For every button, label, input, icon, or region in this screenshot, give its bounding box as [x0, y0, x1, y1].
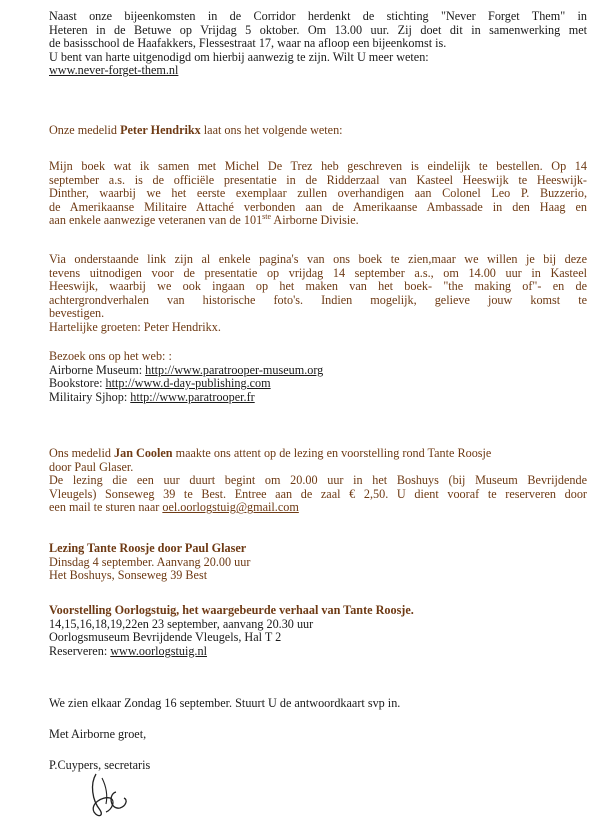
text-line: aan enkele aanwezige veteranen van de 101ste Airborne Divisie. [49, 212, 359, 228]
lecture-details [49, 542, 587, 583]
paragraph-jan-coolen [49, 447, 587, 515]
handwritten-signature [86, 770, 142, 820]
airborne-museum-link[interactable]: http://www.paratrooper-museum.org [145, 362, 324, 377]
text-line: Onze medelid Peter Hendrikx laat ons het volgende weten: [49, 123, 343, 137]
performance-title: Voorstelling Oorlogstuig, het waargebeurde verhaal van Tante Roosje. [49, 603, 414, 617]
bookstore-link[interactable]: http://www.d-day-publishing.com [105, 376, 271, 391]
text-line: achtergrondverhalen van historische foto's. Indien mogelijk, gelieve jouw komst te [49, 292, 587, 307]
performance-details [49, 604, 587, 658]
text-line: Naast onze bijeenkomsten in de Corridor herdenkt de stichting "Never Forget Them" in [49, 9, 587, 23]
text-line: Reserveren: www.oorlogstuig.nl [49, 643, 207, 658]
paragraph-peter-hendrikx-intro [49, 124, 587, 138]
never-forget-them-link[interactable]: www.never-forget-them.nl [49, 63, 179, 78]
web-links-intro: Bezoek ons op het web: : [49, 349, 172, 363]
text-line: Heteren in de Betuwe op Vrijdag 5 oktober. Om 13.00 uur. Zij doet dit in samenwerking met [49, 22, 587, 37]
text-line: tevens uitnodigen voor de presentatie op vrijdag 14 september a.s., om 14.00 uur in Kasteel [49, 265, 587, 280]
web-links-section [49, 350, 587, 404]
signer-name: P.Cuypers, secretaris [49, 758, 151, 772]
text-line: De lezing die een uur duurt begint om 20.00 uur in het Boshuys (bij Museum Bevrijdende [49, 473, 587, 488]
text-line: september a.s. is de officiële presentatie in de Ridderzaal van Kasteel Heeswijk te Heeswijk- [49, 172, 587, 187]
text-line: Ons medelid Jan Coolen maakte ons attent op de lezing en voorstelling rond Tante Roosje [49, 446, 492, 460]
military-shop-link[interactable]: http://www.paratrooper.fr [130, 389, 255, 404]
text-line: de basisschool de Haafakkers, Flessestraat 17, waar na afloop een bijeenkomst is. [49, 36, 447, 51]
text-line: bevestigen. [49, 306, 105, 321]
text-line: Het Boshuys, Sonseweg 39 Best [49, 568, 208, 583]
paragraph-presentation-invite [49, 253, 587, 335]
text-line: door Paul Glaser. [49, 459, 134, 474]
text-line: Militairy Sjhop: http://www.paratrooper.fr [49, 389, 255, 404]
text-line: Vleugels) Sonseweg 39 te Best. Entree aan de zaal € 2,50. U dient vooraf te reserveren door [49, 486, 587, 501]
closing-line [49, 697, 587, 711]
text-line: Oorlogsmuseum Bevrijdende Vleugels, Hal T 2 [49, 630, 282, 645]
text-line: Hartelijke groeten: Peter Hendrikx. [49, 319, 221, 334]
text-line: Bookstore: http://www.d-day-publishing.com [49, 376, 271, 391]
text-line: Dinsdag 4 september. Aanvang 20.00 uur [49, 554, 251, 569]
text-line: Heeswijk, waarbij we ook ingaan op het maken van het boek- "the making of"- en de [49, 279, 587, 294]
text-line: Airborne Museum: http://www.paratrooper-museum.org [49, 362, 324, 377]
text-line: de Amerikaanse Militaire Attaché verbonden aan de Amerikaanse Ambassade in den Haag en [49, 199, 587, 214]
greeting [49, 728, 587, 742]
text-line: Met Airborne groet, [49, 727, 147, 741]
member-name: Jan Coolen [114, 446, 173, 460]
text-line: Mijn boek wat ik samen met Michel De Trez heb geschreven is eindelijk te bestellen. Op 14 [49, 159, 587, 173]
text-line: 14,15,16,18,19,22en 23 september, aanvang 20.30 uur [49, 616, 314, 631]
member-name: Peter Hendrikx [120, 123, 201, 137]
text-line: U bent van harte uitgenodigd om hierbij aanwezig te zijn. Wilt U meer weten: [49, 49, 429, 64]
lecture-title: Lezing Tante Roosje door Paul Glaser [49, 541, 247, 555]
paragraph-book-announcement [49, 160, 587, 228]
paragraph-never-forget-them [49, 10, 587, 78]
text-line: Dinther, waarbij we het eerste exemplaar zullen overhandigen aan Colonel Leo P. Buzzerio, [49, 186, 587, 201]
email-link[interactable]: oel.oorlogstuig@gmail.com [162, 500, 299, 515]
text-line: een mail te sturen naar oel.oorlogstuig@gmail.com [49, 500, 299, 515]
oorlogstuig-link[interactable]: www.oorlogstuig.nl [110, 643, 207, 658]
text-line: Via onderstaande link zijn al enkele pagina's van ons boek te zien,maar we willen je bij deze [49, 252, 587, 266]
text-line: We zien elkaar Zondag 16 september. Stuurt U de antwoordkaart svp in. [49, 696, 401, 710]
